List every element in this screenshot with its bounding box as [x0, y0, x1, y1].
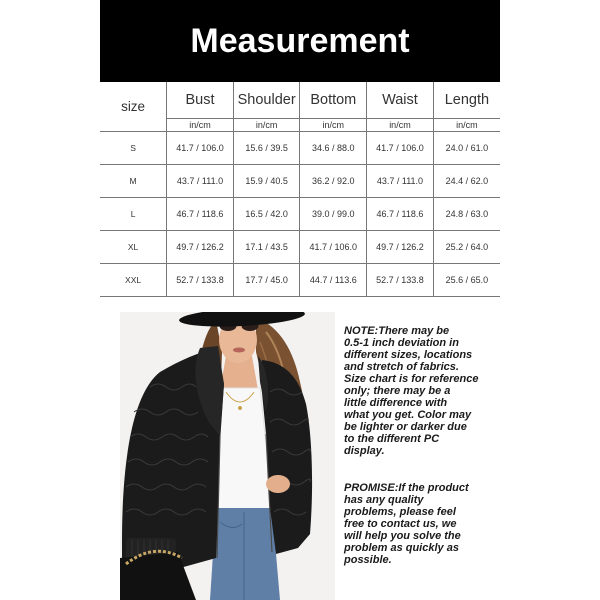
hand — [266, 475, 290, 493]
size-label: S — [100, 131, 167, 164]
cell-bust: 49.7 / 126.2 — [167, 230, 234, 263]
note-line: and stretch of fabrics. — [344, 361, 459, 373]
cell-length: 25.2 / 64.0 — [433, 230, 500, 263]
necklace-pendant — [238, 406, 242, 410]
promise-line: free to contact us, we — [344, 518, 457, 530]
size-chart-table — [100, 82, 500, 297]
cell-length: 24.8 / 63.0 — [433, 197, 500, 230]
cell-bust: 52.7 / 133.8 — [167, 263, 234, 296]
note-line: be lighter or darker due — [344, 421, 467, 433]
cell-waist: 41.7 / 106.0 — [367, 131, 434, 164]
cell-length: 25.6 / 65.0 — [433, 263, 500, 296]
table-header-row — [100, 82, 500, 118]
cell-bust: 46.7 / 118.6 — [167, 197, 234, 230]
size-label: M — [100, 164, 167, 197]
cell-shoulder: 17.7 / 45.0 — [233, 263, 300, 296]
note-line: display. — [344, 445, 385, 457]
note-line: NOTE:There may be — [344, 325, 450, 337]
promise-line: will help you solve the — [344, 530, 461, 542]
cell-shoulder: 16.5 / 42.0 — [233, 197, 300, 230]
column-header-bust: Bust — [167, 82, 234, 118]
table-row — [100, 230, 500, 263]
cell-waist: 49.7 / 126.2 — [367, 230, 434, 263]
unit-label: in/cm — [433, 118, 500, 131]
product-photo — [120, 312, 335, 600]
cell-shoulder: 17.1 / 43.5 — [233, 230, 300, 263]
table-row — [100, 263, 500, 296]
cell-bust: 41.7 / 106.0 — [167, 131, 234, 164]
table-row — [100, 131, 500, 164]
cell-shoulder: 15.9 / 40.5 — [233, 164, 300, 197]
promise-line: problem as quickly as — [344, 542, 459, 554]
unit-label: in/cm — [300, 118, 367, 131]
note-line: Size chart is for reference — [344, 373, 479, 385]
note-line: little difference with — [344, 397, 448, 409]
cell-bottom: 39.0 / 99.0 — [300, 197, 367, 230]
unit-label: in/cm — [367, 118, 434, 131]
cell-bottom: 41.7 / 106.0 — [300, 230, 367, 263]
cell-length: 24.4 / 62.0 — [433, 164, 500, 197]
cell-bottom: 44.7 / 113.6 — [300, 263, 367, 296]
table-row — [100, 164, 500, 197]
table-row — [100, 197, 500, 230]
unit-label: in/cm — [233, 118, 300, 131]
cell-bottom: 34.6 / 88.0 — [300, 131, 367, 164]
size-label: XXL — [100, 263, 167, 296]
cell-shoulder: 15.6 / 39.5 — [233, 131, 300, 164]
size-label: XL — [100, 230, 167, 263]
lips — [233, 348, 245, 353]
promise-line: possible. — [344, 554, 392, 566]
note-text — [344, 325, 479, 457]
cell-waist: 52.7 / 133.8 — [367, 263, 434, 296]
unit-label: in/cm — [167, 118, 234, 131]
cell-bottom: 36.2 / 92.0 — [300, 164, 367, 197]
column-header-shoulder: Shoulder — [233, 82, 300, 118]
note-line: to the different PC — [344, 433, 440, 445]
promise-line: has any quality — [344, 494, 424, 506]
size-label: L — [100, 197, 167, 230]
cell-length: 24.0 / 61.0 — [433, 131, 500, 164]
note-line: what you get. Color may — [344, 409, 472, 421]
promise-line: PROMISE:If the product — [344, 482, 469, 494]
cell-waist: 46.7 / 118.6 — [367, 197, 434, 230]
column-header-waist: Waist — [367, 82, 434, 118]
note-line: only; there may be a — [344, 385, 451, 397]
promise-text — [344, 482, 469, 566]
promise-line: problems, please feel — [344, 506, 456, 518]
column-header-length: Length — [433, 82, 500, 118]
page-title: Measurement — [190, 21, 410, 60]
note-line: 0.5-1 inch deviation in — [344, 337, 459, 349]
note-line: different sizes, locations — [344, 349, 473, 361]
cell-bust: 43.7 / 111.0 — [167, 164, 234, 197]
column-header-bottom: Bottom — [300, 82, 367, 118]
measurement-header — [100, 0, 500, 82]
size-column-header: size — [100, 82, 167, 131]
cell-waist: 43.7 / 111.0 — [367, 164, 434, 197]
